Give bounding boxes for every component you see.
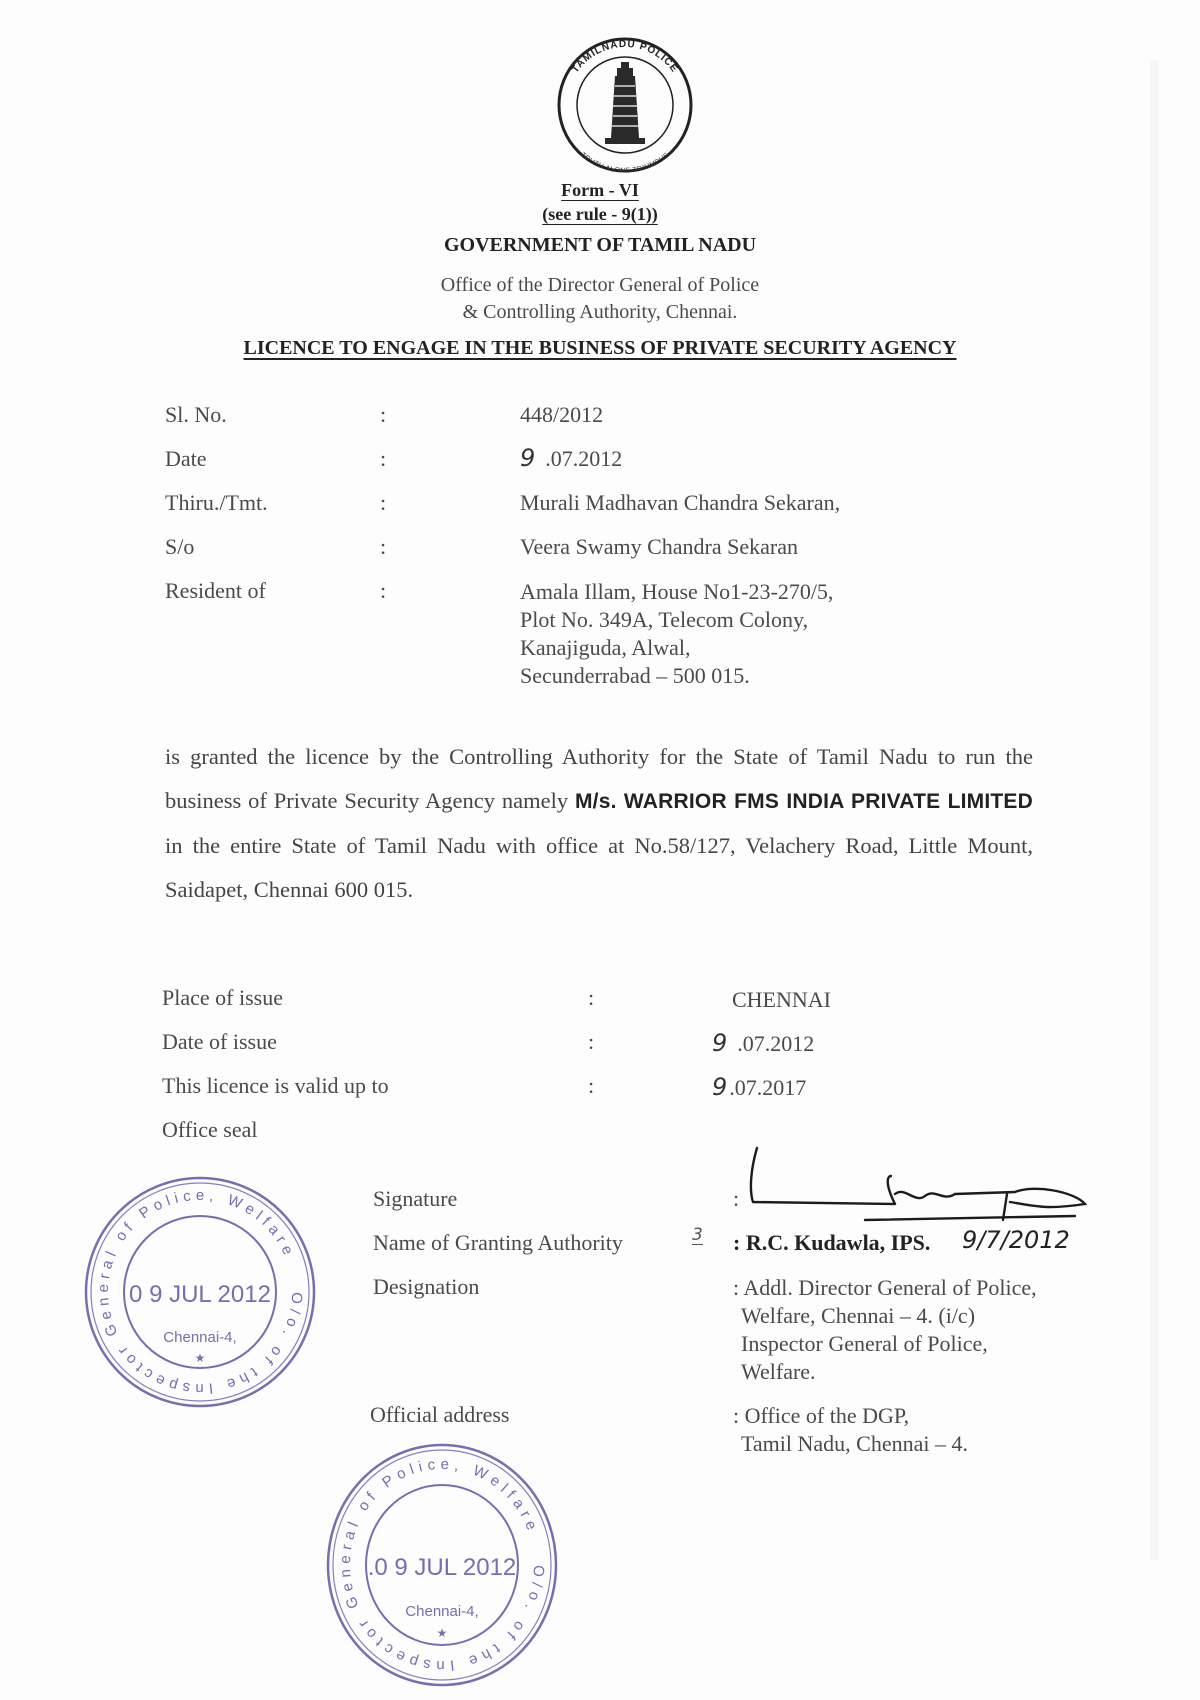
field-value-sl-no: 448/2012: [520, 402, 604, 427]
address-line: : Office of the DGP,: [733, 1403, 910, 1428]
office-line-1: Office of the Director General of Police: [440, 274, 760, 296]
designation-line: Inspector General of Police,: [741, 1331, 988, 1356]
field-value-name: Murali Madhavan Chandra Sekaran,: [520, 490, 841, 515]
grant-paragraph: [165, 735, 1033, 912]
designation-line: Welfare, Chennai – 4. (i/c): [741, 1303, 976, 1328]
licence-title: LICENCE TO ENGAGE IN THE BUSINESS OF PRIVATE SECURITY AGENCY: [243, 337, 957, 359]
handwritten-annotation: 3: [692, 1225, 703, 1245]
issue-colon: :: [588, 985, 595, 1010]
company-name: M/s. WARRIOR FMS INDIA PRIVATE LIMITED: [574, 790, 1033, 813]
field-value-address: [520, 578, 833, 690]
official-address-stamp: [322, 1440, 562, 1690]
designation-label: Designation: [373, 1274, 480, 1299]
grant-text-after: in the entire State of Tamil Nadu with office at No.58/127, Velachery Road, Little Mount, Saidapet, Chennai 600 015.: [165, 833, 1033, 902]
designation-line: : Addl. Director General of Police,: [733, 1275, 1037, 1300]
stamp-date: 0 9 JUL 2012: [129, 1281, 271, 1308]
address-line: Plot No. 349A, Telecom Colony,: [520, 607, 809, 632]
field-colon: :: [380, 578, 387, 603]
office-line-2: & Controlling Authority, Chennai.: [462, 301, 738, 323]
issue-label-seal: Office seal: [162, 1117, 258, 1142]
official-address-value: [733, 1402, 968, 1458]
office-seal-stamp: [80, 1172, 320, 1412]
issue-colon: :: [588, 1073, 595, 1098]
address-line: Kanajiguda, Alwal,: [520, 635, 691, 660]
star-icon: ★: [194, 1351, 206, 1365]
issue-value-place: CHENNAI: [732, 987, 831, 1012]
handwritten-day: 9: [712, 1073, 728, 1101]
svg-text:TRUTH ALONE TRIUMPHS: [579, 152, 671, 175]
signature-scribble: [745, 1140, 1115, 1224]
date-rest: .07.2017: [729, 1075, 807, 1100]
issue-label-place: Place of issue: [162, 985, 283, 1010]
name-label: Name of Granting Authority: [373, 1230, 623, 1255]
form-rule: (see rule - 9(1)): [542, 204, 658, 224]
field-label-date: Date: [165, 446, 207, 471]
form-number: Form - VI: [561, 180, 639, 200]
field-colon: :: [380, 534, 387, 559]
stamp-date: .0 9 JUL 2012: [367, 1554, 517, 1581]
star-icon: ★: [436, 1626, 448, 1640]
field-value-son-of: Veera Swamy Chandra Sekaran: [520, 534, 798, 559]
field-label-sl-no: Sl. No.: [165, 402, 227, 427]
date-rest: .07.2012: [545, 446, 623, 471]
emblem-bottom-text: TRUTH ALONE TRIUMPHS: [579, 151, 671, 175]
issue-label-valid: This licence is valid up to: [162, 1073, 389, 1098]
issue-label-date: Date of issue: [162, 1029, 277, 1054]
official-address-label: Official address: [370, 1402, 510, 1427]
field-label-son-of: S/o: [165, 534, 195, 559]
granting-authority-name: : R.C. Kudawla, IPS.: [733, 1230, 931, 1255]
field-label-resident: Resident of: [165, 578, 266, 603]
temple-tower-icon: [605, 62, 645, 144]
field-value-date: [520, 444, 622, 472]
issue-colon: :: [588, 1029, 595, 1054]
signature-label: Signature: [373, 1186, 458, 1211]
address-line: Tamil Nadu, Chennai – 4.: [741, 1431, 968, 1456]
issue-value-date: [712, 1029, 814, 1057]
handwritten-signing-date: 9/7/2012: [962, 1226, 1070, 1254]
emblem-top-text: TAMILNADU POLICE: [569, 38, 681, 75]
signature-colon: :: [733, 1186, 740, 1211]
date-rest: .07.2012: [737, 1031, 815, 1056]
stamp-city: Chennai-4,: [163, 1329, 237, 1346]
issue-value-valid: [712, 1073, 806, 1101]
field-colon: :: [380, 402, 387, 427]
stamp-city: Chennai-4,: [405, 1603, 479, 1620]
field-colon: :: [380, 490, 387, 515]
address-line: Secunderrabad – 500 015.: [520, 663, 750, 688]
designation-value: [733, 1274, 1037, 1386]
government-heading: GOVERNMENT OF TAMIL NADU: [443, 234, 757, 256]
stamp-ring-text: O/o. of the Inspector General of Police, Welfare: [94, 1186, 306, 1398]
field-colon: :: [380, 446, 387, 471]
designation-line: Welfare.: [741, 1359, 816, 1384]
handwritten-day: 9: [520, 444, 536, 472]
tamilnadu-police-emblem: [550, 30, 700, 180]
handwritten-day: 9: [712, 1029, 728, 1057]
grant-text-before: is granted the licence by the Controlling Authority for the State of Tamil Nadu to run the business of Private Security Agency namely: [165, 744, 1033, 813]
field-label-name: Thiru./Tmt.: [165, 490, 268, 515]
address-line: Amala Illam, House No1-23-270/5,: [520, 579, 834, 604]
stamp-ring-text: O/o. of the Inspector General of Police, Welfare: [336, 1455, 548, 1675]
